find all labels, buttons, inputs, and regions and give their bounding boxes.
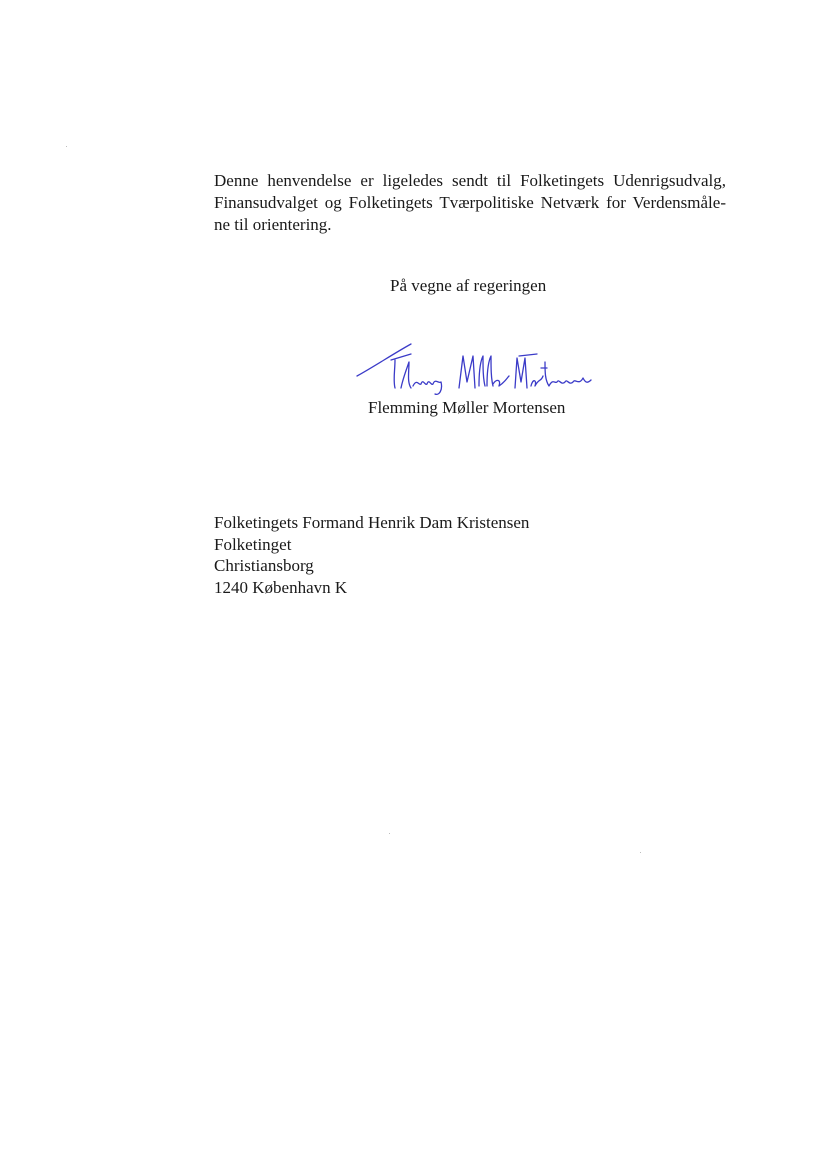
paragraph-line: Finansudvalget og Folketingets Tværpolitiske Netværk for Verdensmåle- (214, 193, 726, 212)
address-line: 1240 København K (214, 577, 348, 597)
handwritten-signature (355, 338, 595, 398)
signatory-name: Flemming Møller Mortensen (368, 398, 566, 417)
paragraph-line: Denne henvendelse er ligeledes sendt til Folketingets Udenrigsudvalg, (214, 171, 726, 190)
body-paragraph (214, 170, 726, 236)
scan-speck (389, 833, 390, 834)
recipient-address (214, 512, 529, 598)
paragraph-line: ne til orientering. (214, 215, 332, 234)
closing-line: På vegne af regeringen (390, 276, 547, 295)
address-line: Christiansborg (214, 556, 314, 575)
scan-speck (66, 146, 67, 147)
address-line: Folketingets Formand Henrik Dam Kristensen (214, 513, 530, 532)
address-line: Folketinget (214, 534, 292, 554)
scan-speck (640, 852, 641, 853)
